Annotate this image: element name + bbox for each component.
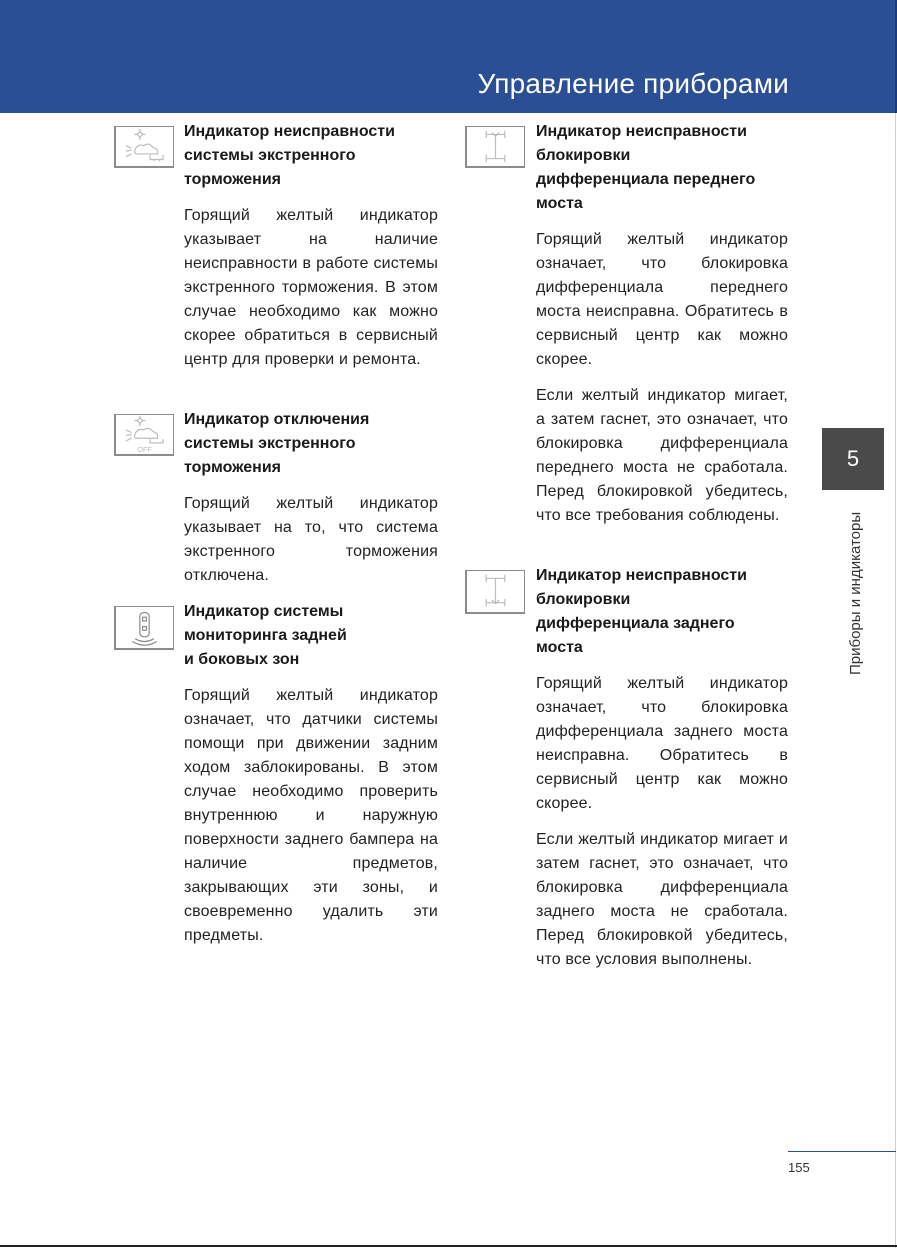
entry-paragraph: Горящий желтый индикатор означает, что блокировка дифференциала переднего моста неисправна. Обратитесь в сервисный центр как можно скорее.: [536, 231, 788, 368]
entry-paragraph: Горящий желтый индикатор означает, что датчики системы помощи при движении задним ходом заблокированы. В этом случае необходимо проверить внутреннюю и наружную поверхности заднего бампера на наличие предметов, закрывающих эти зоны, и своевременно удалить эти предметы.: [184, 687, 438, 944]
bottom-rule: [0, 1245, 897, 1247]
page-header-title: Управление приборами: [477, 68, 789, 99]
entry-title: Индикатор неисправности системы экстренного торможения: [184, 123, 395, 188]
entry-paragraph: Горящий желтый индикатор указывает на наличие неисправности в работе системы экстренного торможения. В этом случае необходимо как можно скорее обратиться в сервисный центр для проверки и ремонта.: [184, 207, 438, 368]
entry-paragraph: Если желтый индикатор мигает, а затем гаснет, это означает, что блокировка дифференциала переднего моста не сработала. Перед блокировкой убедитесь, что все требования соблюдены.: [536, 387, 788, 524]
right-margin-line: [895, 113, 896, 1248]
page-number: 155: [788, 1160, 810, 1175]
emergency-braking-fault-icon: [114, 126, 174, 168]
entry-title: Индикатор неисправности блокировки дифференциала заднего моста: [536, 567, 747, 656]
entry-paragraph: Если желтый индикатор мигает и затем гаснет, это означает, что блокировка дифференциала заднего моста не сработала. Перед блокировкой убедитесь, что все условия выполнены.: [536, 831, 788, 968]
front-diff-lock-fault-icon: [465, 126, 525, 168]
entry-paragraph: Горящий желтый индикатор указывает на то, что система экстренного торможения отключена.: [184, 495, 438, 584]
chapter-number-tab: 5: [822, 428, 884, 490]
chapter-label: Приборы и индикаторы: [847, 511, 864, 675]
page-header: [0, 0, 897, 113]
emergency-braking-off-icon: [114, 414, 174, 456]
entry-title: Индикатор отключения системы экстренного торможения: [184, 411, 370, 476]
entry-title: Индикатор неисправности блокировки дифференциала переднего моста: [536, 123, 756, 212]
off-label: OFF: [137, 445, 152, 454]
rear-side-monitoring-icon: [114, 606, 174, 650]
entry-title: Индикатор системы мониторинга задней и боковых зон: [184, 603, 347, 668]
footer-divider: [788, 1151, 896, 1152]
entry-paragraph: Горящий желтый индикатор означает, что блокировка дифференциала заднего моста неисправна. Обратитесь в сервисный центр как можно скорее.: [536, 675, 788, 812]
rear-diff-lock-fault-icon: [465, 570, 525, 614]
